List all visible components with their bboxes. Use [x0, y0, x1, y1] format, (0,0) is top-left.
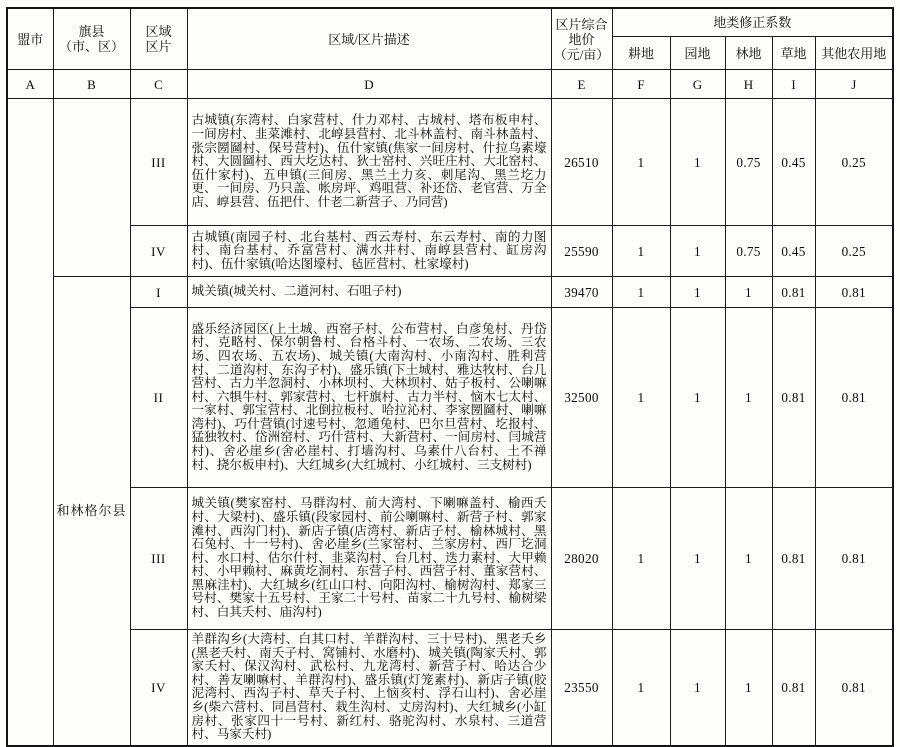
column-letter-f: F	[612, 70, 670, 99]
cell-zone: IV	[130, 630, 187, 746]
column-letter-a: A	[7, 70, 53, 99]
cell-coef-garden: 1	[670, 308, 725, 488]
cell-coef-cultivated: 1	[612, 99, 670, 226]
cell-coef-other: 0.81	[815, 630, 893, 746]
table-row	[7, 308, 893, 488]
cell-coef-other: 0.81	[815, 277, 893, 308]
column-letter-e: E	[551, 70, 612, 99]
header-county-line2: （市、区）	[58, 39, 124, 54]
header-price-line3: （元/亩）	[553, 46, 610, 62]
column-letter-b: B	[53, 70, 130, 99]
cell-coef-garden: 1	[670, 99, 725, 226]
cell-coef-forest: 1	[725, 308, 772, 488]
cell-coef-garden: 1	[670, 630, 725, 746]
cell-zone: III	[130, 99, 187, 226]
cell-zone: I	[130, 277, 187, 308]
header-zone-line2: 区片	[145, 39, 172, 54]
cell-price: 25590	[551, 226, 612, 277]
table-row	[7, 226, 893, 277]
cell-coef-grass: 0.45	[772, 99, 815, 226]
header-coef-forest: 林地	[725, 37, 772, 70]
cell-coef-garden: 1	[670, 277, 725, 308]
column-letter-h: H	[725, 70, 772, 99]
header-coef-cultivated: 耕地	[612, 37, 670, 70]
column-letter-d: D	[187, 70, 551, 99]
cell-zone: II	[130, 308, 187, 488]
column-letter-i: I	[772, 70, 815, 99]
cell-coef-other: 0.25	[815, 99, 893, 226]
cell-coef-cultivated: 1	[612, 630, 670, 746]
cell-coef-cultivated: 1	[612, 277, 670, 308]
column-letter-g: G	[670, 70, 725, 99]
cell-county-2: 和林格尔县	[53, 277, 130, 746]
header-league: 盟市	[7, 8, 53, 70]
header-price-line1: 区片综合	[555, 16, 608, 32]
table-row	[7, 488, 893, 630]
table-row	[7, 99, 893, 226]
header-zone-line1: 区域	[145, 24, 172, 39]
header-coef-garden: 园地	[670, 37, 725, 70]
cell-coef-forest: 1	[725, 630, 772, 746]
header-coef-other: 其他农用地	[815, 37, 893, 70]
header-coef-grass: 草地	[772, 37, 815, 70]
header-zone	[130, 8, 187, 70]
cell-coef-forest: 1	[725, 277, 772, 308]
cell-description: 古城镇(东湾村、白家营村、什力邓村、古城村、塔布板申村、一间房村、韭菜滩村、北崞县营村、北斗林盖村、南斗林盖村、张宗圐圙村、保号营村)、伍什家镇(焦家一间房村、什拉乌素壕村、大圆圙村、西大圪达村、狄士窑村、兴旺庄村、大北窑村、伍什家村)、五申镇(三间房、黑兰土力亥、刺尾沟、黑兰圪力更、一间房、乃只盖、帐房坪、鸡咀营、补还岱、老官营、万全店、崞县营、伍把什、什老二新营子、乃同营)	[187, 99, 551, 226]
cell-coef-grass: 0.81	[772, 630, 815, 746]
cell-coef-garden: 1	[670, 226, 725, 277]
cell-description: 城关镇(城关村、二道河村、石咀子村)	[187, 277, 551, 308]
cell-description: 城关镇(樊家窑村、马群沟村、前大湾村、下喇嘛盖村、榆西夭村、大梁村)、盛乐镇(段家园村、前公喇嘛村、新营子村、郭家滩村、西沟门村)、新店子镇(店湾村、新店子村、榆林城村、黑石兔村、十一号村)、舍必崖乡(兰家窑村、兰家房村、西厂圪洞村、水口村、估尔什村、韭菜沟村、台几村、迭力素村、大甲赖村、小甲赖村、麻黄圪洞村、东营子村、西营子村、董家营村、黑麻洼村)、大红城乡(红山口村、向阳沟村、榆树沟村、郑家三号村、樊家十五号村、王家二十号村、苗家二十九号村、榆树梁村、白其夭村、庙沟村)	[187, 488, 551, 630]
cell-coef-grass: 0.81	[772, 488, 815, 630]
cell-description: 羊群沟乡(大湾村、白其口村、羊群沟村、三十号村)、黑老夭乡(黑老夭村、南夭子村、窝铺村、水磨村)、城关镇(陶家夭村、郭家夭村、保汉沟村、武松村、九龙湾村、新营子村、哈达合少村、善友喇嘛村、羊群沟村)、盛乐镇(灯笼素村)、新店子镇(胶泥湾村、西沟子村、草夭子村、上恼亥村、浮石山村)、舍必崖乡(柴六营村、同昌营村、栽生沟村、丈房沟村)、大红城乡(小缸房村、张家四十一号村、新红村、骆驼沟村、水泉村、三道营村、马家夭村)	[187, 630, 551, 746]
cell-coef-forest: 0.75	[725, 226, 772, 277]
header-county	[53, 8, 130, 70]
header-description: 区域/区片描述	[187, 8, 551, 70]
cell-description: 盛乐经济园区(上土城、西窑子村、公布营村、白彦兔村、丹岱村、克略村、保尔朝鲁村、台格斗村、一农场、二农场、三农场、四农场、五农场)、城关镇(大南沟村、小南沟村、胜利营村、二道沟村、东沟子村)、盛乐镇(下土城村、雅达牧村、台几营村、古力半忽洞村、小林坝村、大林坝村、姑子板村、公喇嘛村、六犋牛村、郭家营村、七杆旗村、古力半村、恼木七太村、一家村、郭宝营村、北倒拉板村、哈拉沁村、李家圐圙村、喇嘛湾村)、巧什营镇(讨速号村、忽通兔村、巴尔旦营村、圪报村、猛独牧村、岱洲窑村、巧什营村、大新营村、一间房村、闫城营村)、舍必崖乡(舍必崖村、打墙沟村、乌素什八台村、土不禅村、挠尔板申村)、大红城乡(大红城村、小红城村、三支树村)	[187, 308, 551, 488]
cell-coef-cultivated: 1	[612, 488, 670, 630]
cell-coef-forest: 0.75	[725, 99, 772, 226]
header-coefficient-group: 地类修正系数	[612, 8, 893, 37]
cell-zone: IV	[130, 226, 187, 277]
cell-price: 23550	[551, 630, 612, 746]
column-letter-c: C	[130, 70, 187, 99]
cell-coef-cultivated: 1	[612, 226, 670, 277]
cell-coef-other: 0.81	[815, 308, 893, 488]
cell-coef-other: 0.25	[815, 226, 893, 277]
cell-price: 32500	[551, 308, 612, 488]
table-row	[7, 277, 893, 308]
table-row	[7, 630, 893, 746]
header-price	[551, 8, 612, 70]
cell-coef-other: 0.81	[815, 488, 893, 630]
cell-coef-grass: 0.81	[772, 308, 815, 488]
cell-coef-cultivated: 1	[612, 308, 670, 488]
header-price-line2: 地价	[568, 31, 595, 47]
cell-price: 39470	[551, 277, 612, 308]
cell-price: 26510	[551, 99, 612, 226]
header-county-line1: 旗县	[78, 24, 105, 39]
cell-zone: III	[130, 488, 187, 630]
cell-coef-grass: 0.81	[772, 277, 815, 308]
cell-coef-garden: 1	[670, 488, 725, 630]
cell-league	[7, 99, 53, 746]
cell-coef-forest: 1	[725, 488, 772, 630]
cell-description: 古城镇(南园子村、北台基村、西云寿村、东云寿村、南的力图村、南台基村、乔富营村、满水井村、南崞县营村、缸房沟村)、伍什家镇(哈达图壕村、毡匠营村、杜家壕村)	[187, 226, 551, 277]
land-price-table	[6, 7, 894, 747]
cell-county-1	[53, 99, 130, 277]
cell-price: 28020	[551, 488, 612, 630]
cell-coef-grass: 0.45	[772, 226, 815, 277]
column-letter-j: J	[815, 70, 893, 99]
